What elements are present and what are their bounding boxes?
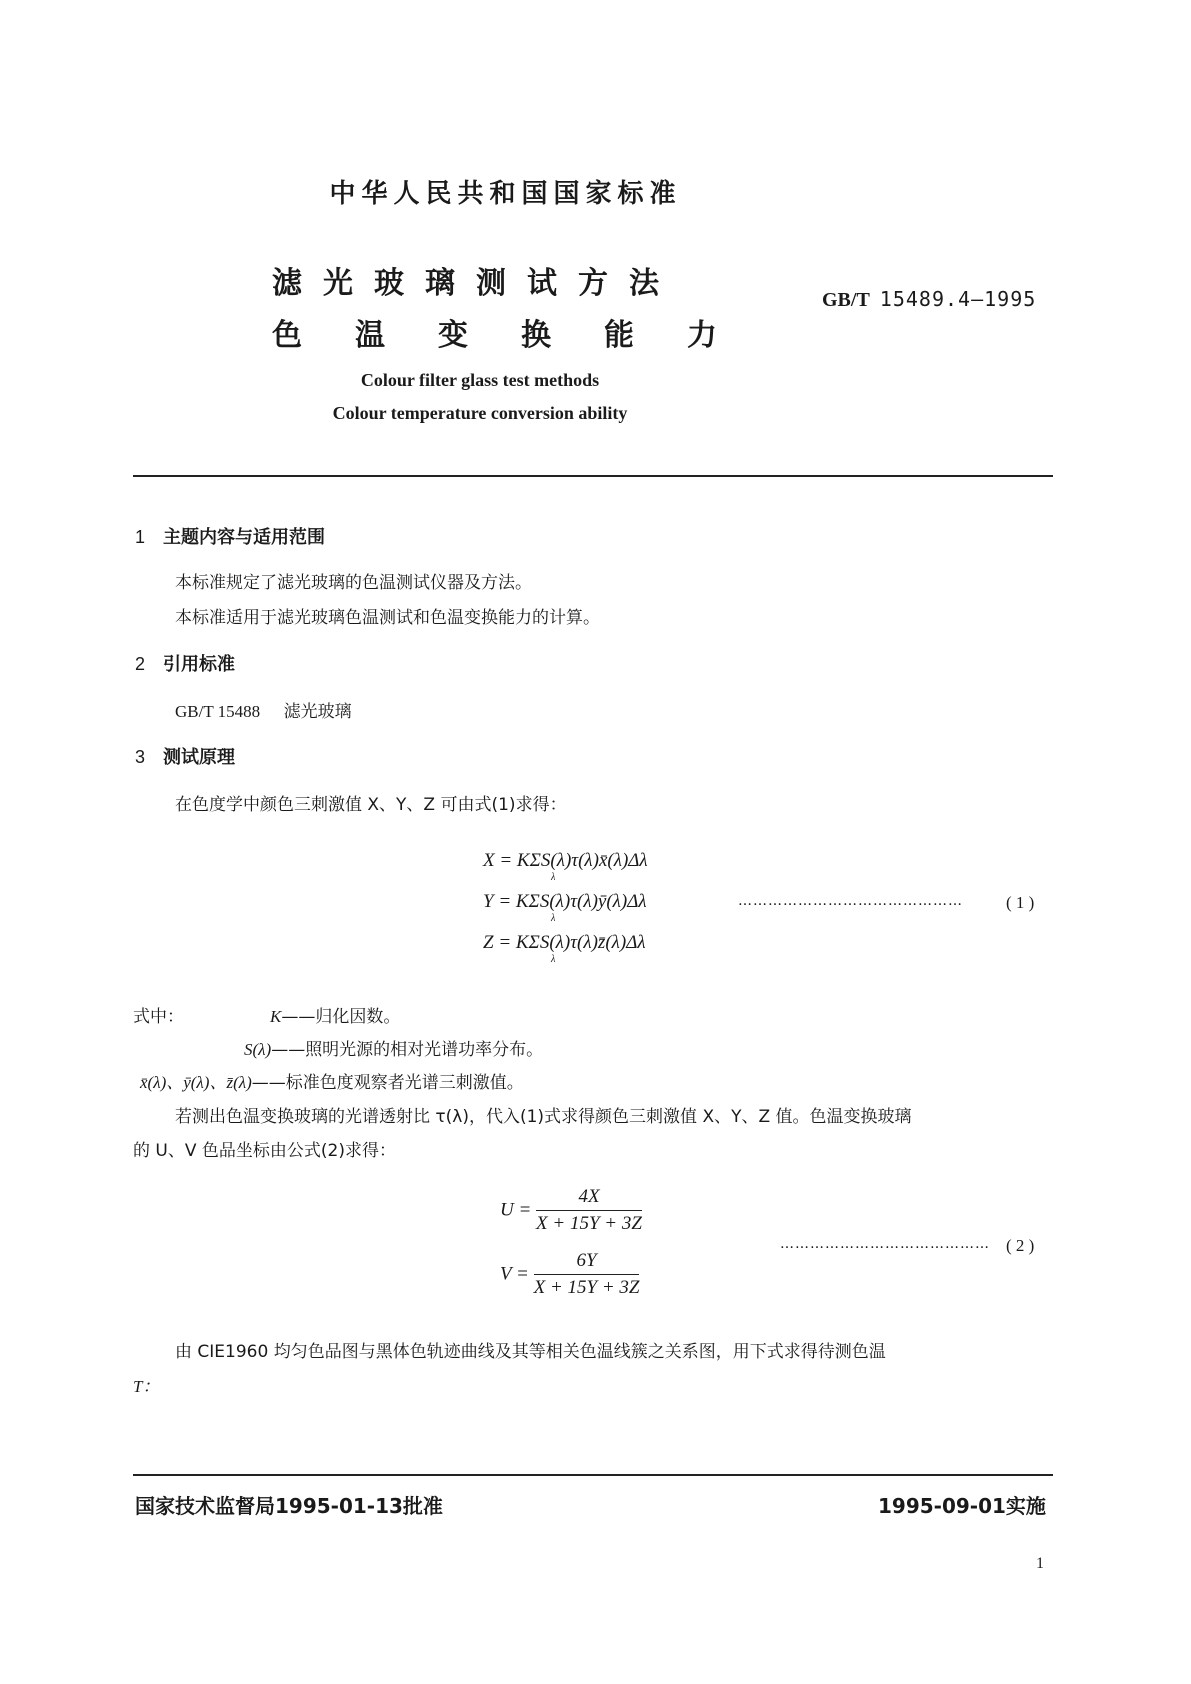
definition-k: K——归化因数。 — [270, 1007, 401, 1027]
title-line-1: 滤光玻璃测试方法 — [272, 266, 680, 301]
definitions-lead: 式中： — [133, 1007, 184, 1027]
formula-1-x: X = KΣS(λ)τ(λ)x̄(λ)Δλ λ — [483, 850, 648, 883]
referenced-standard-name: 滤光玻璃 — [283, 702, 352, 722]
section-3-paragraph-1: 在色度学中颜色三刺激值 X、Y、Z 可由式(1)求得： — [175, 795, 567, 815]
section-1-paragraph-2: 本标准适用于滤光玻璃色温测试和色温变换能力的计算。 — [175, 608, 600, 628]
standard-prefix: GB/T — [822, 289, 870, 311]
formula-2-u: U = $\frac{4X}{X + 15Y + 3Z}$ — [500, 1186, 642, 1234]
referenced-standard-code: GB/T 15488 — [175, 702, 261, 721]
formula-1-label: ( 1 ) — [1006, 893, 1035, 912]
formula-2-u-fraction: $\frac{4X}{X + 15Y + 3Z}$ — [536, 1186, 642, 1234]
header-divider — [133, 475, 1053, 477]
referenced-standard — [175, 697, 352, 722]
formula-1-z: Z = KΣS(λ)τ(λ)z̄(λ)Δλ λ — [483, 932, 646, 965]
formula-2-label: ( 2 ) — [1006, 1236, 1035, 1255]
cie-paragraph-line-2: T： — [133, 1377, 160, 1396]
issuing-authority-header: 中华人民共和国国家标准 — [329, 179, 682, 209]
section-1-heading: 1 主题内容与适用范围 — [135, 527, 326, 548]
approval-date: 国家技术监督局1995-01-13批准 — [135, 1494, 443, 1518]
section-1-paragraph-1: 本标准规定了滤光玻璃的色温测试仪器及方法。 — [175, 573, 532, 593]
formula-2-v: V = $\frac{6Y}{X + 15Y + 3Z}$ — [500, 1250, 640, 1298]
formula-1-leader-dots: ……………………………………… — [738, 893, 963, 909]
page-number: 1 — [1036, 1555, 1044, 1572]
cie-paragraph-line-1: 由 CIE1960 均匀色品图与黑体色轨迹曲线及其等相关色温线簇之关系图，用下式求得待测色温 — [175, 1342, 886, 1362]
measurement-paragraph-line-2: 的 U、V 色品坐标由公式(2)求得： — [133, 1141, 396, 1161]
footer-divider — [133, 1474, 1053, 1476]
effective-date: 1995-09-01实施 — [878, 1494, 1046, 1518]
title-line-2: 色温变换能力 — [272, 318, 770, 353]
sum-subscript: λ — [551, 913, 556, 924]
sum-subscript: λ — [551, 954, 556, 965]
section-3-heading: 3 测试原理 — [135, 747, 236, 768]
definition-xyz: x̄(λ)、ȳ(λ)、z̄(λ)——标准色度观察者光谱三刺激值。 — [140, 1073, 524, 1093]
definition-s: S(λ)——照明光源的相对光谱功率分布。 — [244, 1040, 544, 1060]
formula-2-v-fraction: $\frac{6Y}{X + 15Y + 3Z}$ — [533, 1250, 640, 1298]
english-title-line-1: Colour filter glass test methods — [360, 370, 600, 390]
formula-1-y: Y = KΣS(λ)τ(λ)ȳ(λ)Δλ λ — [483, 891, 647, 924]
standard-code: 15489.4—1995 — [879, 287, 1037, 311]
measurement-paragraph-line-1: 若测出色温变换玻璃的光谱透射比 τ(λ)，代入(1)式求得颜色三刺激值 X、Y、Z 值。色温变换玻璃 — [175, 1107, 912, 1127]
section-2-heading: 2 引用标准 — [135, 654, 236, 675]
english-title-line-2: Colour temperature conversion ability — [332, 403, 628, 423]
sum-subscript: λ — [551, 872, 556, 883]
formula-2-leader-dots: …………………………………… — [780, 1236, 990, 1252]
standard-number — [822, 287, 1036, 312]
